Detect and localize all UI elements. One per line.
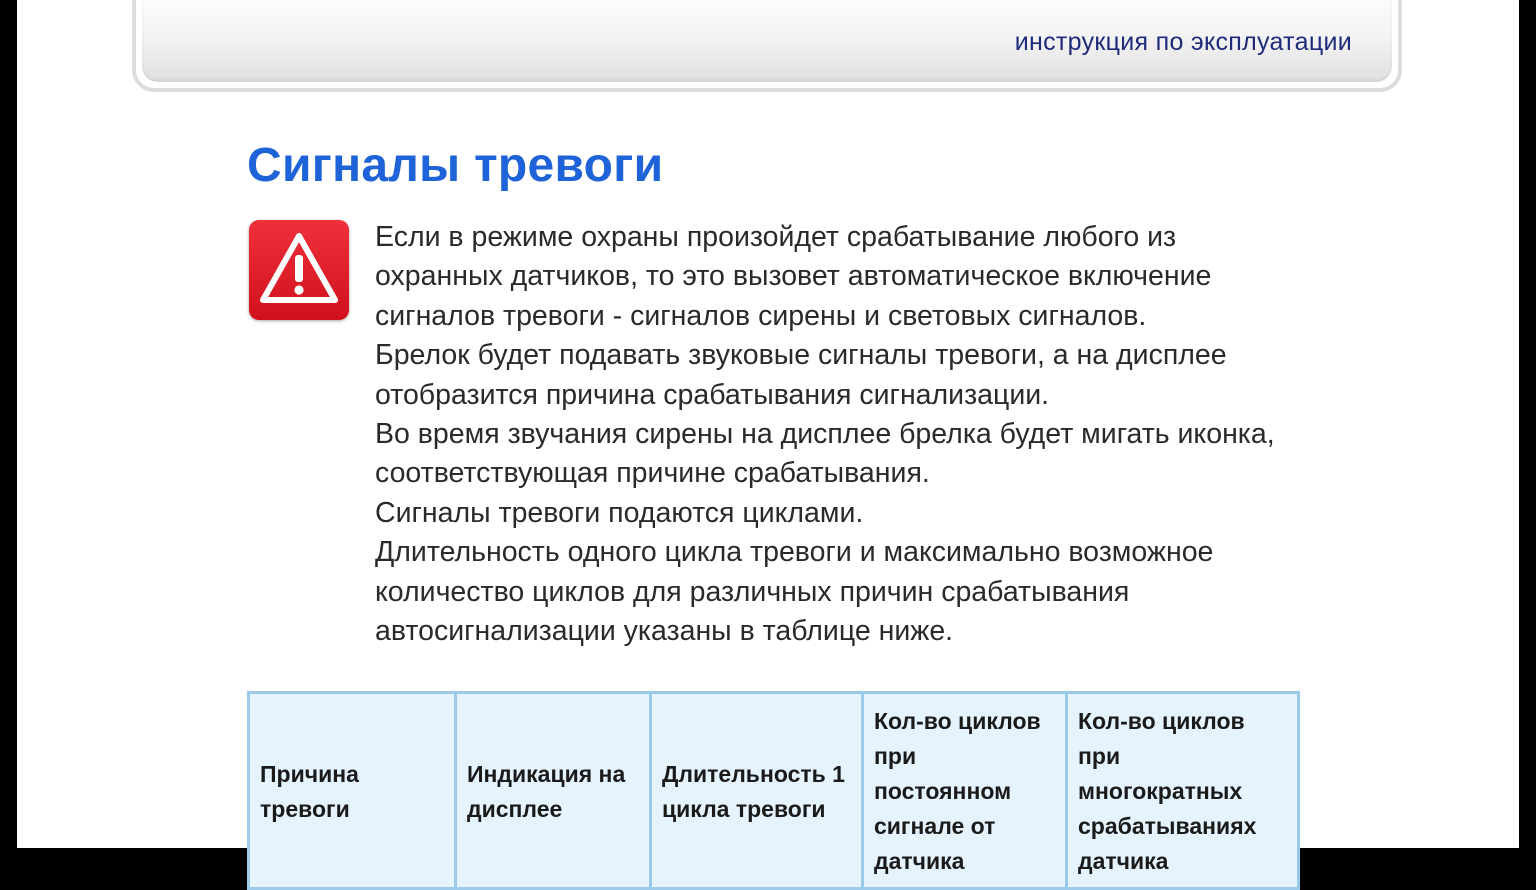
column-header-display-indication: Индикация на дисплее: [456, 693, 651, 889]
header-panel: [132, 0, 1402, 92]
document-page: [17, 0, 1519, 874]
paragraph-keyfob-display: Брелок будет подавать звуковые сигналы тревоги, а на дисплее отобразится причина срабатывания сигнализации.: [375, 339, 1227, 411]
column-header-cycle-duration: Длительность 1 цикла тревоги: [651, 693, 863, 889]
body-text: [375, 218, 1275, 651]
paragraph-alarm-trigger: Если в режиме охраны произойдет срабатывание любого из охранных датчиков, то это вызовет автоматическое включение сигналов тревоги - сигналов сирены и световых сигналов.: [375, 221, 1212, 332]
warning-triangle-icon: [249, 220, 349, 320]
table-header-row: [249, 693, 1299, 889]
paragraph-table-reference: Длительность одного цикла тревоги и максимально возможное количество циклов для различных причин срабатывания автосигнализации указаны в таблице ниже.: [375, 536, 1214, 648]
header-panel-inner: [142, 0, 1392, 82]
alarm-cycles-table: [247, 691, 1300, 890]
paragraph-cycles: Сигналы тревоги подаются циклами.: [375, 496, 864, 529]
column-header-cycles-repeated-triggers: Кол-во циклов при многократных срабатываниях датчика: [1067, 693, 1299, 889]
manual-header-title: инструкция по эксплуатации: [1014, 28, 1352, 56]
section-title: Сигналы тревоги: [247, 139, 664, 192]
column-header-alarm-cause: Причина тревоги: [249, 693, 456, 889]
column-header-cycles-constant-signal: Кол-во циклов при постоянном сигнале от датчика: [863, 693, 1067, 889]
paragraph-blinking-icon: Во время звучания сирены на дисплее брелка будет мигать иконка, соответствующая причине срабатывания.: [375, 418, 1275, 490]
